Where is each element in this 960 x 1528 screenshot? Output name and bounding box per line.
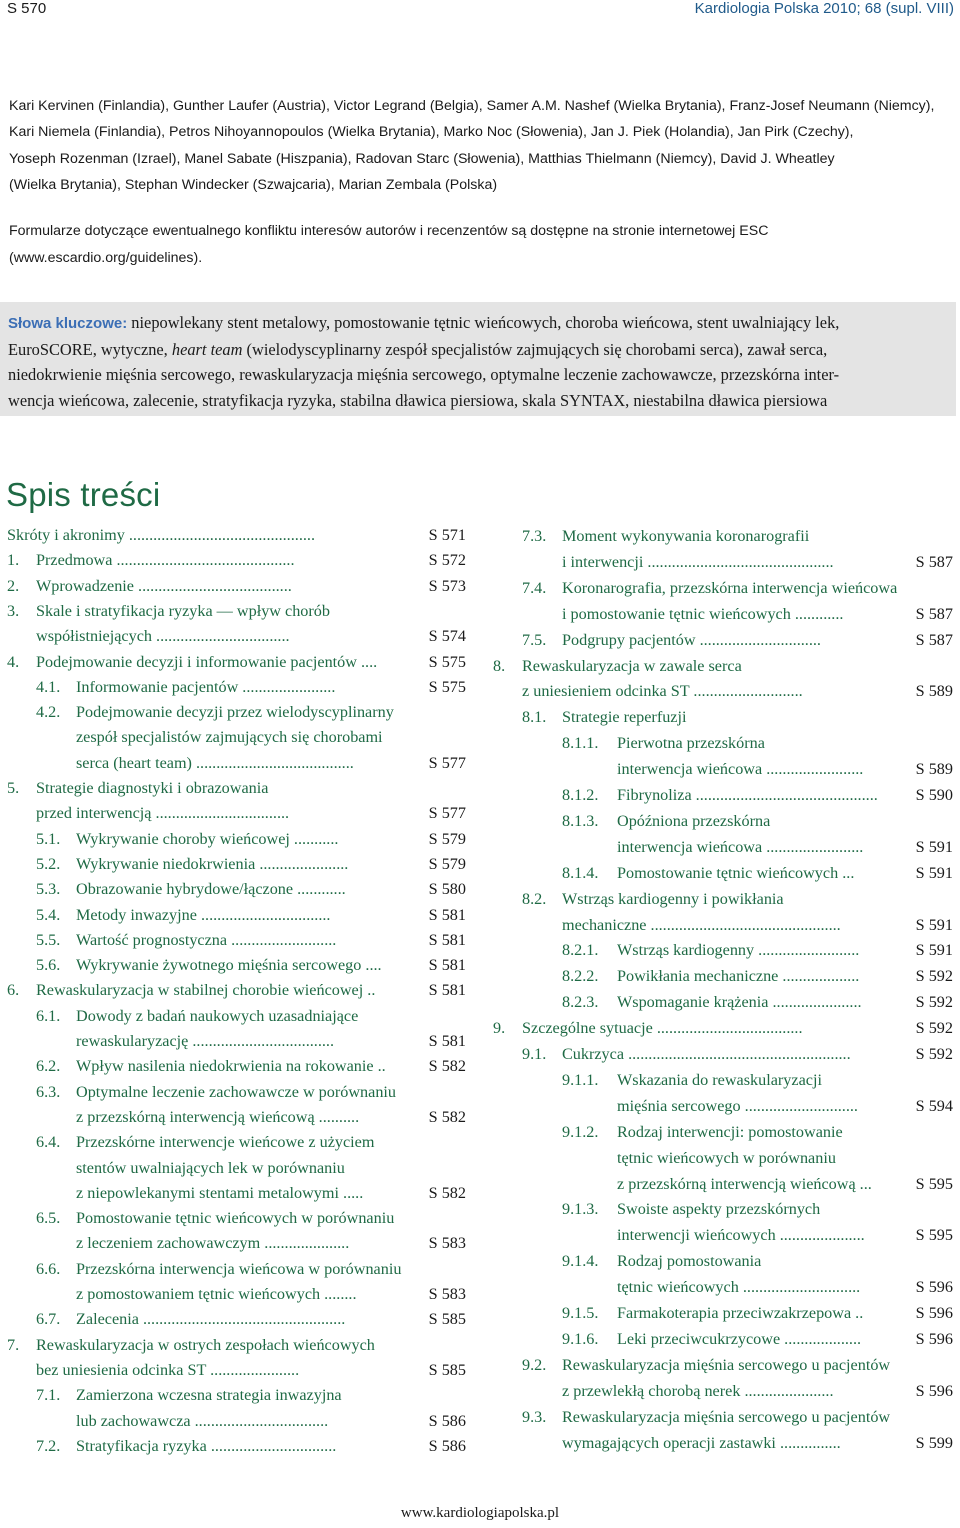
toc-entry-page: S 586 [428,1436,466,1455]
toc-entry-title: przed interwencją ................................. [36,804,290,823]
toc-entry-page: S 591 [915,915,953,934]
toc-entry-title: Wstrząs kardiogenny ......................... [617,941,860,960]
toc-entry-number: 8.1. [522,708,547,727]
toc-entry[interactable] [493,1041,953,1067]
authors-line: (Wielka Brytania), Stephan Windecker (Szwajcaria), Marian Zembala (Polska) [9,176,498,193]
toc-entry[interactable] [7,573,466,599]
toc-entry[interactable] [493,989,953,1015]
toc-entry-title: Pomostowanie tętnic wieńcowych ... [617,863,855,882]
toc-entry-title: Szczególne sytuacje .................................... [522,1019,803,1038]
toc-entry[interactable] [7,876,466,902]
toc-entry-number: 6.5. [36,1209,61,1228]
toc-entry-number: 4.1. [36,677,61,696]
toc-entry-page: S 581 [428,1032,466,1050]
toc-entry-title: Zamierzona wczesna strategia inwazyjna [76,1386,342,1405]
toc-entry-title: Strategie diagnostyki i obrazowania [36,779,269,797]
toc-entry[interactable] [7,649,466,675]
toc-entry-title: lub zachowawcza ................................. [76,1411,329,1430]
toc-entry-number: 8.2.1. [562,941,599,960]
toc-entry[interactable] [7,1230,466,1256]
toc-entry-page: S 573 [428,576,466,595]
toc-entry-number: 7.4. [522,578,547,597]
toc-entry[interactable] [7,826,466,852]
toc-entry-page: S 579 [428,854,466,873]
toc-entry-number: 5.5. [36,930,61,949]
toc-entry-page: S 583 [428,1285,466,1303]
journal-citation: Kardiologia Polska 2010; 68 (supl. VIII) [694,0,954,17]
toc-entry[interactable] [7,1053,466,1079]
toc-entry[interactable] [7,1256,466,1282]
toc-entry[interactable] [493,678,953,704]
toc-entry[interactable] [493,601,953,627]
toc-entry[interactable] [7,1129,466,1155]
toc-entry[interactable] [7,1155,466,1181]
toc-entry-number: 6.7. [36,1310,61,1329]
toc-entry-title: Wykrywanie niedokrwienia ...................... [76,854,349,873]
toc-entry[interactable] [493,1300,953,1326]
toc-entry-title: Opóźniona przezskórna [617,811,771,830]
toc-entry-number: 6.3. [36,1082,61,1101]
toc-entry[interactable] [7,1104,466,1130]
toc-entry-title: Metody inwazyjne ................................ [76,905,331,924]
authors-line: Kari Niemela (Finlandia), Petros Nihoyannopoulos (Wielka Brytania), Marko Noc (Słowenia), Jan J. Piek (Holandia), Jan Pirk (Czechy), [9,124,854,141]
toc-entry-page: S 587 [915,630,953,649]
toc-entry[interactable] [493,549,953,575]
toc-entry-page: S 596 [915,1304,953,1322]
toc-entry-title: Wspomaganie krążenia ...................... [617,993,862,1012]
toc-entry[interactable] [493,1171,953,1197]
toc-entry-number: 8.1.2. [562,786,599,804]
toc-entry[interactable] [7,1332,466,1358]
toc-entry-page: S 589 [915,760,953,779]
toc-entry[interactable] [493,1404,953,1430]
toc-entry-title: Przezskórna interwencja wieńcowa w porównaniu [76,1259,402,1278]
toc-entry-title: Koronarografia, przezskórna interwencja wieńcowa [562,578,898,597]
toc-entry-page: S 585 [428,1310,466,1329]
toc-entry-title: interwencja wieńcowa ........................ [617,760,864,779]
toc-entry[interactable] [493,575,953,601]
toc-entry-title: Wykrywanie żywotnego mięśnia sercowego .... [76,956,382,975]
toc-entry-number: 4. [7,652,20,671]
toc-entry-number: 9.1. [522,1045,547,1063]
toc-entry[interactable] [493,523,953,549]
authors-list [9,93,951,198]
toc-entry-number: 9.1.3. [562,1200,599,1219]
toc-entry[interactable] [7,724,466,750]
page-number: S 570 [7,0,47,17]
toc-entry-title: Przezskórne interwencje wieńcowe z użyciem [76,1133,375,1152]
toc-entry[interactable] [493,860,953,886]
toc-entry[interactable] [493,1196,953,1222]
toc-entry-title: interwencji wieńcowych ..................... [617,1226,865,1245]
toc-entry-title: Wykrywanie choroby wieńcowej ........... [76,829,339,848]
toc-entry[interactable] [493,1093,953,1119]
toc-entry-title: Zalecenia .................................................. [76,1310,346,1329]
toc-entry-title: współistniejących ................................. [36,627,290,646]
toc-entry-title: Fibrynoliza ............................................. [617,786,878,804]
footer-url: www.kardiologiapolska.pl [400,1505,560,1521]
authors-line: Yoseph Rozenman (Izrael), Manel Sabate (Hiszpania), Radovan Starc (Słowenia), Matthias Thielmann (Niemcy), David J. Wheatley [9,150,835,167]
toc-entry-number: 6.2. [36,1057,61,1076]
toc-entry-number: 9.1.6. [562,1329,599,1348]
toc-entry-title: z pomostowaniem tętnic wieńcowych ........ [76,1285,357,1303]
toc-entry[interactable] [7,927,466,953]
toc-entry-title: Moment wykonywania koronarografii [562,527,810,545]
toc-entry-title: wymagających operacji zastawki ............... [562,1433,841,1452]
keywords-line [8,337,947,363]
toc-entry[interactable] [493,627,953,653]
toc-entry-page: S 596 [915,1381,953,1400]
toc-entry-page: S 582 [428,1183,466,1202]
toc-entry-title: Obrazowanie hybrydowe/łączone ............ [76,880,346,899]
toc-entry-page: S 581 [428,981,466,1000]
toc-entry-number: 9.1.1. [562,1070,599,1089]
toc-entry-number: 5.4. [36,905,61,924]
toc-entry-title: Wprowadzenie ...................................... [36,576,292,595]
toc-entry[interactable] [493,1274,953,1300]
toc-entry-page: S 572 [428,551,466,570]
toc-entry-number: 6. [7,981,20,1000]
toc-entry-title: Wpływ nasilenia niedokrwienia na rokowanie .. [76,1057,386,1076]
toc-entry-page: S 571 [428,526,466,544]
toc-entry[interactable] [493,808,953,834]
toc-entry-page: S 592 [915,967,953,986]
toc-entry[interactable] [7,1079,466,1105]
toc-entry-title: Pomostowanie tętnic wieńcowych w porównaniu [76,1209,395,1228]
toc-entry-title: z niepowlekanymi stentami metalowymi ..... [76,1183,364,1202]
toc-entry-title: Skróty i akronimy .............................................. [7,526,316,544]
toc-entry-title: z uniesieniem odcinka ST ........................... [522,682,803,701]
toc-entry-page: S 591 [915,863,953,882]
toc-entry[interactable] [7,522,466,548]
toc-entry[interactable] [493,912,953,938]
toc-entry[interactable] [7,1382,466,1408]
toc-entry-page: S 590 [915,786,953,804]
toc-entry-number: 1. [7,551,20,570]
toc-entry-number: 8. [493,656,506,675]
toc-entry-title: stentów uwalniających lek w porównaniu [76,1158,345,1177]
toc-entry-page: S 581 [428,956,466,975]
toc-entry-title: Farmakoterapia przeciwzakrzepowa .. [617,1304,864,1322]
toc-entry-number: 7.1. [36,1386,61,1405]
toc-entry-page: S 585 [428,1360,466,1379]
toc-entry-title: rewaskularyzację ................................... [76,1032,335,1050]
toc-entry[interactable] [7,800,466,826]
toc-entry-title: Podejmowanie decyzji przez wielodyscyplinarny [76,703,394,722]
toc-entry-page: S 592 [915,1019,953,1038]
toc-entry[interactable] [493,1352,953,1378]
conflict-line: Formularze dotyczące ewentualnego konfliktu interesów autorów i recenzentów są dostępne na stronie internetowej ESC [9,223,769,239]
conflict-of-interest-note [9,218,949,272]
toc-entry-page: S 577 [428,753,466,772]
toc-entry[interactable] [493,653,953,679]
toc-entry[interactable] [7,1180,466,1206]
toc-entry-title: Stratyfikacja ryzyka ............................... [76,1436,337,1455]
toc-entry[interactable] [7,902,466,928]
toc-entry[interactable] [493,730,953,756]
toc-entry-number: 7.5. [522,630,547,649]
toc-entry-title: z leczeniem zachowawczym ..................... [76,1234,350,1253]
toc-entry[interactable] [7,1205,466,1231]
toc-entry-number: 8.1.4. [562,863,599,882]
toc-entry[interactable] [7,952,466,978]
toc-entry[interactable] [7,775,466,801]
toc-entry-page: S 574 [428,627,466,646]
toc-entry-page: S 582 [428,1107,466,1126]
toc-entry-page: S 581 [428,905,466,924]
toc-entry-title: mięśnia sercowego ............................ [617,1096,858,1115]
toc-entry[interactable] [7,547,466,573]
toc-entry[interactable] [7,674,466,700]
toc-entry[interactable] [7,1433,466,1459]
toc-entry[interactable] [493,963,953,989]
toc-entry-title: Cukrzyca ....................................................... [562,1045,851,1063]
toc-entry-title: Informowanie pacjentów ....................... [76,677,336,696]
toc-entry[interactable] [493,1067,953,1093]
keywords-box [0,302,956,416]
toc-entry-number: 8.2.3. [562,993,599,1012]
toc-entry-title: i pomostowanie tętnic wieńcowych ............ [562,604,844,623]
toc-entry-number: 9.1.5. [562,1304,599,1322]
toc-entry[interactable] [493,1378,953,1404]
toc-entry-number: 8.2.2. [562,967,599,986]
toc-entry-title: Skale i stratyfikacja ryzyka — wpływ chorób [36,601,330,620]
toc-entry-title: Podejmowanie decyzji i informowanie pacjentów .... [36,652,378,671]
keywords-label: Słowa kluczowe: [8,315,128,332]
toc-entry-title: mechaniczne ............................................... [562,915,841,934]
toc-entry-page: S 575 [428,677,466,696]
toc-entry-number: 5.6. [36,956,61,975]
toc-entry-title: Optymalne leczenie zachowawcze w porównaniu [76,1082,397,1101]
toc-entry-number: 9.3. [522,1407,547,1426]
keywords-text: niepowlekany stent metalowy, pomostowanie tętnic wieńcowych, choroba wieńcowa, stent uwalniający lek, [127,313,840,332]
toc-entry-title: interwencja wieńcowa ........................ [617,837,864,856]
toc-entry[interactable] [7,623,466,649]
toc-entry-number: 6.6. [36,1259,61,1278]
toc-entry[interactable] [493,756,953,782]
toc-entry-title: Wskazania do rewaskularyzacji [617,1070,822,1089]
toc-entry-title: Leki przeciwcukrzycowe ................... [617,1329,862,1348]
conflict-line: (www.escardio.org/guidelines). [9,250,203,266]
toc-entry-number: 5.3. [36,880,61,899]
toc-entry[interactable] [7,750,466,776]
toc-entry-title: i interwencji .............................................. [562,552,834,571]
toc-entry-page: S 591 [915,941,953,960]
toc-entry-title: serca (heart team) ....................................... [76,753,354,772]
toc-entry[interactable] [7,1003,466,1029]
toc-entry-title: tętnic wieńcowych w porównaniu [617,1148,836,1167]
toc-entry-page: S 587 [915,604,953,623]
toc-entry-page: S 599 [915,1433,953,1452]
toc-entry-page: S 594 [915,1096,953,1115]
toc-entry-page: S 592 [915,993,953,1012]
toc-entry-page: S 577 [428,804,466,823]
toc-entry-title: zespół specjalistów zajmujących się chorobami [76,728,383,747]
toc-entry-title: Rewaskularyzacja w zawale serca [522,656,742,675]
toc-entry[interactable] [493,937,953,963]
toc-entry[interactable] [7,1281,466,1307]
toc-entry-title: z przezskórną interwencją wieńcową ... [617,1174,872,1193]
keywords-text: EuroSCORE, wytyczne, [8,339,172,359]
toc-entry-number: 4.2. [36,703,61,722]
toc-entry[interactable] [493,834,953,860]
toc-entry-page: S 586 [428,1411,466,1430]
keywords-line [8,310,947,337]
toc-entry[interactable] [493,1248,953,1274]
toc-entry-title: Wartość prognostyczna .......................... [76,930,337,949]
toc-title: Spis treści [6,476,161,513]
toc-entry-page: S 579 [428,829,466,848]
toc-entry[interactable] [493,1430,953,1456]
toc-entry-number: 5. [7,779,20,797]
toc-entry-title: z przewlekłą chorobą nerek ...................... [562,1381,834,1400]
toc-entry-title: Dowody z badań naukowych uzasadniające [76,1006,359,1025]
toc-entry-number: 7. [7,1335,20,1354]
toc-entry-number: 9. [493,1019,506,1038]
keywords-text: (wielodyscyplinarny zespół specjalistów zajmujących się chorobami serca), zawał serca, [242,339,828,359]
toc-entry-title: Podgrupy pacjentów .............................. [562,630,821,649]
toc-entry-page: S 587 [915,552,953,571]
toc-entry-number: 5.1. [36,829,61,848]
toc-entry-title: Przedmowa ............................................ [36,551,295,570]
keywords-italic: heart team [171,339,243,359]
toc-entry-title: Rodzaj interwencji: pomostowanie [617,1122,843,1141]
toc-entry[interactable] [7,1028,466,1054]
toc-entry[interactable] [7,977,466,1003]
toc-entry-page: S 582 [428,1057,466,1076]
toc-entry-title: Rewaskularyzacja mięśnia sercowego u pacjentów [562,1407,891,1426]
toc-entry[interactable] [493,1145,953,1171]
toc-entry-number: 2. [7,576,20,595]
toc-entry-page: S 583 [428,1234,466,1253]
toc-entry[interactable] [7,1357,466,1383]
toc-entry-number: 7.2. [36,1436,61,1455]
toc-entry[interactable] [493,704,953,730]
toc-entry-number: 3. [7,601,20,620]
toc-entry[interactable] [493,1326,953,1352]
toc-entry-number: 7.3. [522,527,547,545]
toc-entry-title: tętnic wieńcowych ............................. [617,1278,861,1297]
toc-entry-number: 8.1.1. [562,734,599,753]
toc-entry-title: Rewaskularyzacja w stabilnej chorobie wieńcowej .. [36,981,376,1000]
toc-entry-title: z przezskórną interwencją wieńcową .......... [76,1107,360,1126]
toc-entry-number: 9.2. [522,1355,547,1374]
authors-line: Kari Kervinen (Finlandia), Gunther Laufer (Austria), Victor Legrand (Belgia), Samer A.M. Nashef (Wielka Brytania), Franz-Josef Neumann (Niemcy), [9,98,935,114]
toc-entry[interactable] [7,699,466,725]
toc-entry-number: 9.1.4. [562,1252,599,1271]
toc-entry[interactable] [493,1119,953,1145]
toc-entry-number: 9.1.2. [562,1122,599,1141]
toc-entry-number: 8.2. [522,889,547,908]
toc-entry[interactable] [7,598,466,624]
keywords-line: wencja wieńcowa, zalecenie, stratyfikacja ryzyka, stabilna dławica piersiowa, skala SYNTAX, niestabilna dławica piersiowa [8,390,828,410]
toc-entry-page: S 575 [428,652,466,671]
toc-entry-page: S 589 [915,682,953,701]
toc-entry-page: S 596 [915,1278,953,1297]
toc-entry-title: Rodzaj pomostowania [617,1252,762,1271]
toc-entry-number: 6.4. [36,1133,61,1152]
toc-entry-page: S 596 [915,1329,953,1348]
toc-entry-title: Rewaskularyzacja w ostrych zespołach wieńcowych [36,1335,375,1354]
toc-entry[interactable] [7,1408,466,1434]
toc-entry-title: Powikłania mechaniczne ................... [617,967,860,986]
toc-entry[interactable] [493,1222,953,1248]
toc-entry[interactable] [493,1015,953,1041]
toc-entry-title: Wstrząs kardiogenny i powikłania [562,889,784,908]
toc-entry-title: bez uniesienia odcinka ST ...................... [36,1360,300,1379]
toc-entry-page: S 595 [915,1226,953,1245]
toc-entry[interactable] [7,851,466,877]
toc-entry-title: Pierwotna przezskórna [617,734,765,753]
toc-entry[interactable] [7,1306,466,1332]
toc-entry-number: 5.2. [36,854,61,873]
toc-entry-page: S 581 [428,930,466,949]
toc-entry-page: S 580 [428,880,466,899]
toc-entry-page: S 591 [915,837,953,856]
toc-entry-title: Rewaskularyzacja mięśnia sercowego u pacjentów [562,1355,891,1374]
toc-entry-title: Swoiste aspekty przezskórnych [617,1200,821,1219]
toc-entry-page: S 595 [915,1174,953,1193]
toc-entry-number: 6.1. [36,1006,61,1025]
toc-entry[interactable] [493,886,953,912]
keywords-line: niedokrwienie mięśnia sercowego, rewaskularyzacja mięśnia sercowego, optymalne leczenie zachowawcze, przezskórna inter- [8,365,840,384]
toc-entry-page: S 592 [915,1045,953,1063]
toc-entry[interactable] [493,782,953,808]
toc-entry-number: 8.1.3. [562,811,599,830]
toc-entry-title: Strategie reperfuzji [562,708,687,727]
